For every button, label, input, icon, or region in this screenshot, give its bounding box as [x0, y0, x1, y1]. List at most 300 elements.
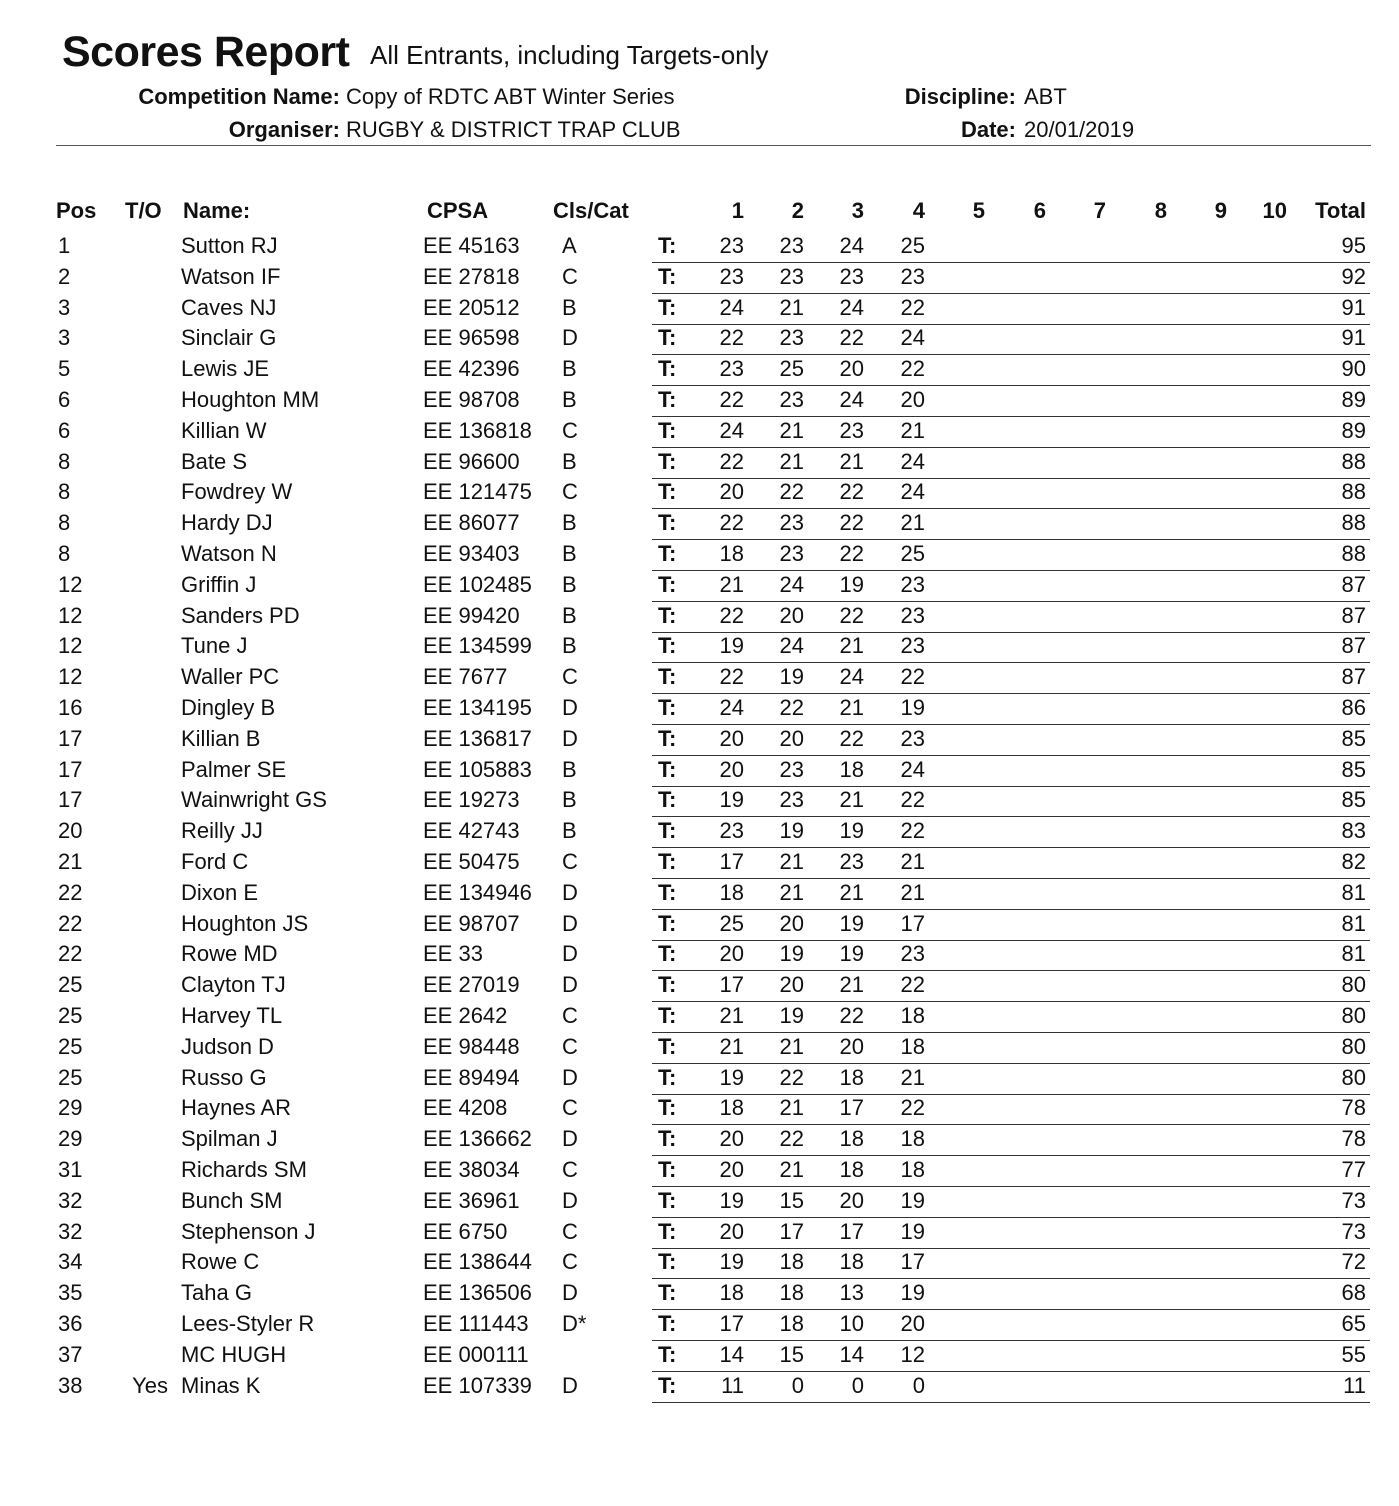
- type-prefix: T:: [658, 541, 677, 566]
- round-1-score: 20: [719, 726, 744, 751]
- name-cell: Lewis JE: [181, 356, 270, 381]
- round-2-score: 25: [779, 356, 804, 381]
- pos-cell: 12: [58, 603, 83, 628]
- name-cell: Reilly JJ: [181, 818, 263, 843]
- type-prefix: T:: [658, 1342, 677, 1367]
- total-cell: 90: [1341, 356, 1366, 381]
- type-prefix: T:: [658, 757, 677, 782]
- row-underline: [652, 385, 1370, 386]
- name-cell: MC HUGH: [181, 1342, 287, 1367]
- cpsa-cell: EE 102485: [423, 572, 532, 597]
- pos-cell: 16: [58, 695, 83, 720]
- round-4-score: 18: [900, 1157, 925, 1182]
- class-cell: B: [562, 603, 577, 628]
- name-cell: Stephenson J: [181, 1219, 316, 1244]
- type-prefix: T:: [658, 325, 677, 350]
- pos-cell: 22: [58, 911, 83, 936]
- round-1-score: 19: [719, 1188, 744, 1213]
- cpsa-cell: EE 134599: [423, 633, 532, 658]
- row-underline: [652, 508, 1370, 509]
- class-cell: D: [562, 1065, 578, 1090]
- pos-cell: 2: [58, 264, 71, 289]
- row-underline: [652, 539, 1370, 540]
- round-3-score: 22: [839, 726, 864, 751]
- class-cell: B: [562, 818, 577, 843]
- total-cell: 81: [1341, 941, 1366, 966]
- class-cell: C: [562, 264, 578, 289]
- total-cell: 87: [1341, 572, 1366, 597]
- type-prefix: T:: [658, 1034, 677, 1059]
- round-2-score: 20: [779, 972, 804, 997]
- round-2-score: 21: [779, 418, 804, 443]
- round-4-score: 22: [900, 664, 925, 689]
- table-row: [0, 387, 1399, 418]
- table-row: [0, 1157, 1399, 1188]
- table-row: [0, 1249, 1399, 1280]
- total-cell: 87: [1341, 633, 1366, 658]
- round-3-score: 21: [839, 695, 864, 720]
- round-3-score: 18: [839, 1249, 864, 1274]
- round-3-score: 24: [839, 664, 864, 689]
- row-underline: [652, 1155, 1370, 1156]
- round-3-score: 18: [839, 1065, 864, 1090]
- round-1-score: 23: [719, 818, 744, 843]
- round-3-score: 24: [839, 387, 864, 412]
- round-2-score: 23: [779, 541, 804, 566]
- row-underline: [652, 447, 1370, 448]
- type-prefix: T:: [658, 1280, 677, 1305]
- round-4-score: 21: [900, 510, 925, 535]
- class-cell: B: [562, 510, 577, 535]
- type-prefix: T:: [658, 418, 677, 443]
- round-2-score: 22: [779, 1065, 804, 1090]
- class-cell: C: [562, 1249, 578, 1274]
- round-1-score: 23: [719, 264, 744, 289]
- round-1-score: 14: [719, 1342, 744, 1367]
- cpsa-cell: EE 33: [423, 941, 483, 966]
- name-cell: Waller PC: [181, 664, 280, 689]
- name-cell: Rowe C: [181, 1249, 260, 1274]
- round-3-score: 23: [839, 264, 864, 289]
- total-cell: 88: [1341, 479, 1366, 504]
- name-cell: Richards SM: [181, 1157, 307, 1182]
- organiser-value: RUGBY & DISTRICT TRAP CLUB: [346, 117, 681, 142]
- name-cell: Sutton RJ: [181, 233, 278, 258]
- row-underline: [652, 416, 1370, 417]
- class-cell: C: [562, 1003, 578, 1028]
- total-cell: 72: [1341, 1249, 1366, 1274]
- total-cell: 91: [1341, 325, 1366, 350]
- type-prefix: T:: [658, 1126, 677, 1151]
- total-cell: 73: [1341, 1219, 1366, 1244]
- total-cell: 85: [1341, 726, 1366, 751]
- row-underline: [652, 262, 1370, 263]
- round-2-score: 19: [779, 941, 804, 966]
- round-4-score: 19: [900, 695, 925, 720]
- cpsa-cell: EE 38034: [423, 1157, 520, 1182]
- round-2-score: 20: [779, 603, 804, 628]
- round-4-score: 22: [900, 295, 925, 320]
- col-header-name: Name:: [183, 198, 251, 223]
- round-1-score: 18: [719, 1095, 744, 1120]
- cpsa-cell: EE 111443: [423, 1311, 529, 1336]
- round-2-score: 23: [779, 387, 804, 412]
- cpsa-cell: EE 136818: [423, 418, 532, 443]
- round-4-score: 18: [900, 1034, 925, 1059]
- round-3-score: 19: [839, 941, 864, 966]
- round-3-score: 24: [839, 295, 864, 320]
- round-3-score: 20: [839, 1034, 864, 1059]
- pos-cell: 25: [58, 1003, 83, 1028]
- pos-cell: 21: [58, 849, 83, 874]
- cpsa-cell: EE 134195: [423, 695, 532, 720]
- round-3-score: 22: [839, 1003, 864, 1028]
- round-1-score: 21: [719, 1034, 744, 1059]
- round-3-score: 0: [851, 1373, 864, 1398]
- round-1-score: 22: [719, 387, 744, 412]
- type-prefix: T:: [658, 1003, 677, 1028]
- competition-label: Competition Name:: [138, 84, 340, 109]
- round-1-score: 23: [719, 356, 744, 381]
- round-1-score: 17: [719, 849, 744, 874]
- round-1-score: 19: [719, 1249, 744, 1274]
- table-row: [0, 1003, 1399, 1034]
- table-row: [0, 972, 1399, 1003]
- round-1-score: 22: [719, 664, 744, 689]
- table-row: [0, 510, 1399, 541]
- total-cell: 86: [1341, 695, 1366, 720]
- round-3-score: 22: [839, 325, 864, 350]
- col-header-round-8: 8: [1154, 198, 1167, 223]
- round-1-score: 22: [719, 325, 744, 350]
- round-3-score: 10: [839, 1311, 864, 1336]
- round-1-score: 23: [719, 233, 744, 258]
- round-1-score: 22: [719, 603, 744, 628]
- pos-cell: 25: [58, 1034, 83, 1059]
- name-cell: Ford C: [181, 849, 249, 874]
- type-prefix: T:: [658, 972, 677, 997]
- total-cell: 80: [1341, 1034, 1366, 1059]
- cpsa-cell: EE 96598: [423, 325, 520, 350]
- cpsa-cell: EE 93403: [423, 541, 520, 566]
- round-2-score: 17: [779, 1219, 804, 1244]
- row-underline: [652, 293, 1370, 294]
- type-prefix: T:: [658, 387, 677, 412]
- total-cell: 78: [1341, 1126, 1366, 1151]
- class-cell: C: [562, 418, 578, 443]
- pos-cell: 34: [58, 1249, 83, 1274]
- pos-cell: 1: [58, 233, 71, 258]
- round-3-score: 24: [839, 233, 864, 258]
- table-row: [0, 1373, 1399, 1404]
- class-cell: C: [562, 1095, 578, 1120]
- row-underline: [652, 1186, 1370, 1187]
- round-2-score: 24: [779, 633, 804, 658]
- cpsa-cell: EE 96600: [423, 449, 520, 474]
- cpsa-cell: EE 42743: [423, 818, 520, 843]
- total-cell: 73: [1341, 1188, 1366, 1213]
- row-underline: [652, 1309, 1370, 1310]
- name-cell: Killian B: [181, 726, 261, 751]
- type-prefix: T:: [658, 849, 677, 874]
- type-prefix: T:: [658, 818, 677, 843]
- name-cell: Minas K: [181, 1373, 261, 1398]
- class-cell: D: [562, 695, 578, 720]
- row-underline: [652, 601, 1370, 602]
- total-cell: 77: [1341, 1157, 1366, 1182]
- table-row: [0, 541, 1399, 572]
- type-prefix: T:: [658, 726, 677, 751]
- table-row: [0, 479, 1399, 510]
- round-3-score: 20: [839, 356, 864, 381]
- type-prefix: T:: [658, 880, 677, 905]
- pos-cell: 6: [58, 418, 71, 443]
- round-4-score: 22: [900, 787, 925, 812]
- pos-cell: 37: [58, 1342, 83, 1367]
- round-2-score: 21: [779, 1095, 804, 1120]
- cpsa-cell: EE 89494: [423, 1065, 520, 1090]
- total-cell: 11: [1343, 1373, 1366, 1398]
- type-prefix: T:: [658, 449, 677, 474]
- type-prefix: T:: [658, 911, 677, 936]
- round-4-score: 21: [900, 418, 925, 443]
- cpsa-cell: EE 19273: [423, 787, 520, 812]
- round-2-score: 23: [779, 264, 804, 289]
- class-cell: D: [562, 972, 578, 997]
- competition-value: Copy of RDTC ABT Winter Series: [346, 84, 675, 109]
- round-1-score: 18: [719, 541, 744, 566]
- cpsa-cell: EE 27818: [423, 264, 520, 289]
- round-3-score: 19: [839, 911, 864, 936]
- total-cell: 55: [1341, 1342, 1366, 1367]
- class-cell: D: [562, 1126, 578, 1151]
- round-4-score: 22: [900, 972, 925, 997]
- class-cell: B: [562, 356, 577, 381]
- name-cell: Caves NJ: [181, 295, 277, 320]
- round-4-score: 19: [900, 1280, 925, 1305]
- table-row: [0, 941, 1399, 972]
- cpsa-cell: EE 2642: [423, 1003, 508, 1028]
- round-4-score: 19: [900, 1219, 925, 1244]
- table-row: [0, 1188, 1399, 1219]
- round-2-score: 20: [779, 911, 804, 936]
- table-row: [0, 449, 1399, 480]
- table-row: [0, 664, 1399, 695]
- name-cell: Spilman J: [181, 1126, 278, 1151]
- class-cell: D: [562, 941, 578, 966]
- round-4-score: 18: [900, 1126, 925, 1151]
- table-row: [0, 880, 1399, 911]
- round-3-score: 19: [839, 818, 864, 843]
- round-4-score: 23: [900, 603, 925, 628]
- class-cell: C: [562, 664, 578, 689]
- cpsa-cell: EE 134946: [423, 880, 532, 905]
- table-row: [0, 418, 1399, 449]
- round-4-score: 23: [900, 726, 925, 751]
- pos-cell: 25: [58, 1065, 83, 1090]
- class-cell: D: [562, 726, 578, 751]
- round-3-score: 21: [839, 787, 864, 812]
- type-prefix: T:: [658, 572, 677, 597]
- round-3-score: 18: [839, 757, 864, 782]
- cpsa-cell: EE 98707: [423, 911, 520, 936]
- round-2-score: 19: [779, 818, 804, 843]
- round-1-score: 20: [719, 1126, 744, 1151]
- row-underline: [652, 1217, 1370, 1218]
- round-1-score: 20: [719, 941, 744, 966]
- col-header-round-9: 9: [1214, 198, 1227, 223]
- round-1-score: 18: [719, 1280, 744, 1305]
- class-cell: D: [562, 911, 578, 936]
- col-header-round-1: 1: [731, 198, 744, 223]
- row-underline: [652, 1402, 1370, 1403]
- round-1-score: 24: [719, 418, 744, 443]
- round-4-score: 24: [900, 757, 925, 782]
- table-row: [0, 295, 1399, 326]
- col-header-round-6: 6: [1033, 198, 1046, 223]
- round-2-score: 19: [779, 664, 804, 689]
- row-underline: [652, 909, 1370, 910]
- row-underline: [652, 1371, 1370, 1372]
- cpsa-cell: EE 7677: [423, 664, 508, 689]
- total-cell: 89: [1341, 387, 1366, 412]
- pos-cell: 31: [58, 1157, 83, 1182]
- total-cell: 88: [1341, 541, 1366, 566]
- pos-cell: 29: [58, 1095, 83, 1120]
- table-row: [0, 572, 1399, 603]
- total-cell: 83: [1341, 818, 1366, 843]
- row-underline: [652, 1063, 1370, 1064]
- round-3-score: 21: [839, 972, 864, 997]
- class-cell: D*: [562, 1311, 587, 1336]
- class-cell: C: [562, 1034, 578, 1059]
- table-row: [0, 726, 1399, 757]
- type-prefix: T:: [658, 1095, 677, 1120]
- class-cell: D: [562, 1373, 578, 1398]
- round-3-score: 20: [839, 1188, 864, 1213]
- round-1-score: 21: [719, 572, 744, 597]
- cpsa-cell: EE 136817: [423, 726, 532, 751]
- round-3-score: 23: [839, 418, 864, 443]
- round-2-score: 18: [779, 1280, 804, 1305]
- report-title: Scores Report: [62, 28, 350, 76]
- round-2-score: 21: [779, 449, 804, 474]
- pos-cell: 8: [58, 541, 71, 566]
- cpsa-cell: EE 105883: [423, 757, 532, 782]
- round-1-score: 19: [719, 633, 744, 658]
- type-prefix: T:: [658, 941, 677, 966]
- name-cell: Bunch SM: [181, 1188, 283, 1213]
- row-underline: [652, 1001, 1370, 1002]
- cpsa-cell: EE 4208: [423, 1095, 508, 1120]
- type-prefix: T:: [658, 295, 677, 320]
- cpsa-cell: EE 27019: [423, 972, 520, 997]
- round-3-score: 22: [839, 603, 864, 628]
- class-cell: B: [562, 633, 577, 658]
- cpsa-cell: EE 45163: [423, 233, 520, 258]
- total-cell: 92: [1341, 264, 1366, 289]
- pos-cell: 20: [58, 818, 83, 843]
- col-header-round-2: 2: [791, 198, 804, 223]
- class-cell: C: [562, 479, 578, 504]
- name-cell: Houghton MM: [181, 387, 320, 412]
- row-underline: [652, 570, 1370, 571]
- round-4-score: 17: [900, 911, 925, 936]
- table-row: [0, 325, 1399, 356]
- cpsa-cell: EE 136506: [423, 1280, 532, 1305]
- row-underline: [652, 693, 1370, 694]
- row-underline: [652, 1032, 1370, 1033]
- row-underline: [652, 847, 1370, 848]
- type-prefix: T:: [658, 787, 677, 812]
- table-row: [0, 787, 1399, 818]
- name-cell: Russo G: [181, 1065, 267, 1090]
- table-row: [0, 1034, 1399, 1065]
- row-underline: [652, 724, 1370, 725]
- pos-cell: 6: [58, 387, 71, 412]
- type-prefix: T:: [658, 1249, 677, 1274]
- col-header-round-7: 7: [1093, 198, 1106, 223]
- round-4-score: 24: [900, 325, 925, 350]
- pos-cell: 12: [58, 633, 83, 658]
- round-3-score: 21: [839, 880, 864, 905]
- round-1-score: 21: [719, 1003, 744, 1028]
- report-subtitle: All Entrants, including Targets-only: [370, 40, 769, 70]
- round-4-score: 23: [900, 264, 925, 289]
- total-cell: 80: [1341, 1065, 1366, 1090]
- table-row: [0, 757, 1399, 788]
- table-row: [0, 818, 1399, 849]
- round-4-score: 23: [900, 572, 925, 597]
- pos-cell: 29: [58, 1126, 83, 1151]
- col-header-round-10: 10: [1262, 198, 1287, 223]
- total-cell: 88: [1341, 449, 1366, 474]
- total-cell: 80: [1341, 1003, 1366, 1028]
- row-underline: [652, 755, 1370, 756]
- round-3-score: 21: [839, 449, 864, 474]
- cpsa-cell: EE 98448: [423, 1034, 520, 1059]
- cpsa-cell: EE 98708: [423, 387, 520, 412]
- row-underline: [652, 1340, 1370, 1341]
- round-2-score: 21: [779, 1157, 804, 1182]
- round-2-score: 21: [779, 295, 804, 320]
- table-row: [0, 603, 1399, 634]
- type-prefix: T:: [658, 510, 677, 535]
- type-prefix: T:: [658, 1219, 677, 1244]
- row-underline: [652, 1278, 1370, 1279]
- table-row: [0, 264, 1399, 295]
- cpsa-cell: EE 20512: [423, 295, 520, 320]
- round-2-score: 19: [779, 1003, 804, 1028]
- round-2-score: 15: [779, 1188, 804, 1213]
- type-prefix: T:: [658, 479, 677, 504]
- total-cell: 78: [1341, 1095, 1366, 1120]
- round-2-score: 18: [779, 1311, 804, 1336]
- round-3-score: 18: [839, 1157, 864, 1182]
- round-4-score: 24: [900, 449, 925, 474]
- name-cell: Sinclair G: [181, 325, 277, 350]
- round-1-score: 20: [719, 1219, 744, 1244]
- round-2-score: 21: [779, 849, 804, 874]
- pos-cell: 12: [58, 664, 83, 689]
- cpsa-cell: EE 6750: [423, 1219, 508, 1244]
- pos-cell: 8: [58, 479, 71, 504]
- pos-cell: 5: [58, 356, 71, 381]
- total-cell: 91: [1341, 295, 1366, 320]
- row-underline: [652, 662, 1370, 663]
- round-3-score: 22: [839, 479, 864, 504]
- col-header-pos: Pos: [56, 198, 97, 223]
